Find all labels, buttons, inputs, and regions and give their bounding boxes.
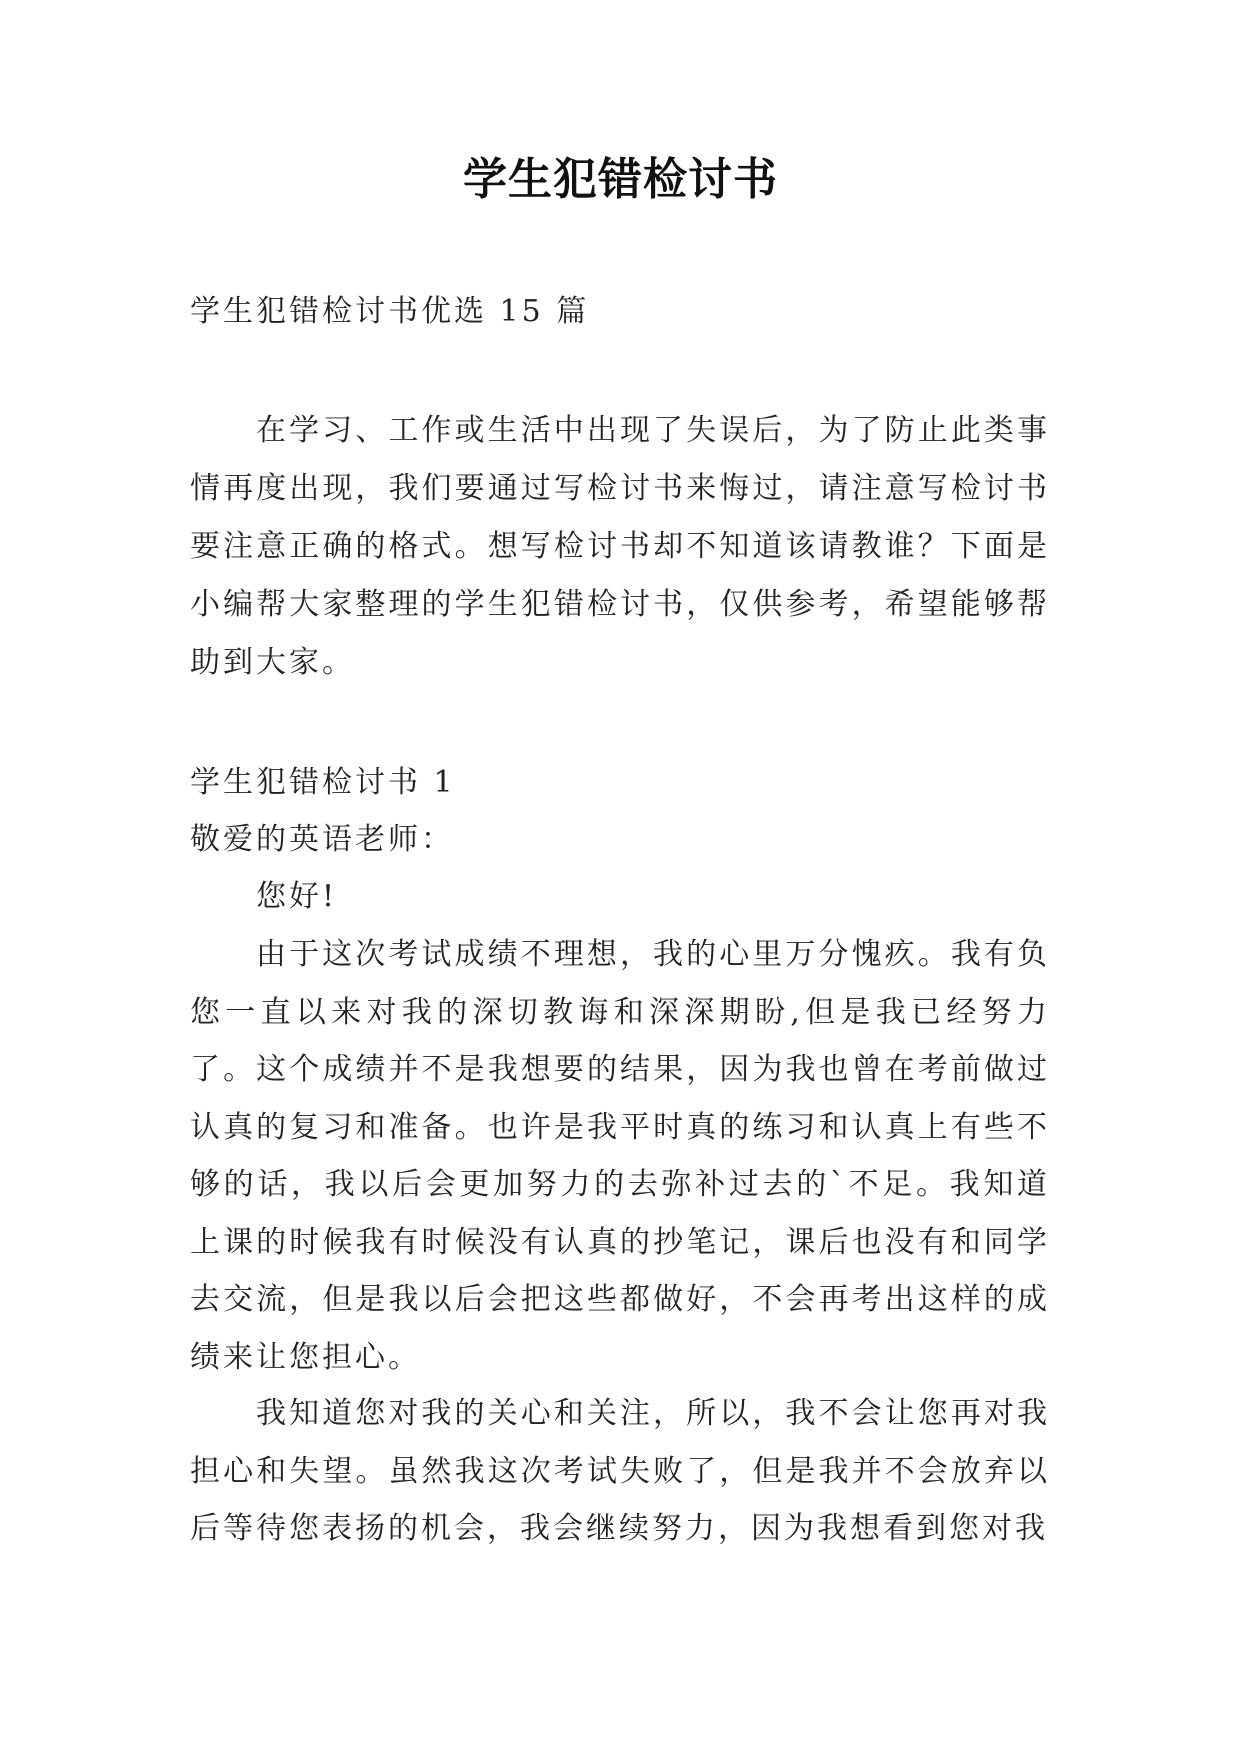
letter-paragraph: 由于这次考试成绩不理想，我的心里万分愧疚。我有负您一直以来对我的深切教诲和深深期盼,但是我已经努力了。这个成绩并不是我想要的结果，因为我也曾在考前做过认真的复习和准备。也许是我平时真的练习和认真上有些不够的话，我以后会更加努力的去弥补过去的`不足。我知道上课的时候我有时候没有认真的抄笔记，课后也没有和同学去交流，但是我以后会把这些都做好，不会再考出这样的成绩来让您担心。: [190, 937, 1050, 1375]
document-title: 学生犯错检讨书: [463, 154, 778, 205]
letter-salutation: 敬爱的英语老师：: [190, 822, 454, 857]
document-subtitle: 学生犯错检讨书优选 15 篇: [190, 294, 590, 329]
letter-heading: 学生犯错检讨书 1: [190, 765, 456, 800]
letter-paragraph: 我知道您对我的关心和关注，所以，我不会让您再对我担心和失望。虽然我这次考试失败了，但是我并不会放弃以后等待您表扬的机会，我会继续努力，因为我想看到您对我: [190, 1396, 1050, 1546]
intro-paragraph: 在学习、工作或生活中出现了失误后，为了防止此类事情再度出现，我们要通过写检讨书来悔过，请注意写检讨书要注意正确的格式。想写检讨书却不知道该请教谁？下面是小编帮大家整理的学生犯错检讨书，仅供参考，希望能够帮助到大家。: [190, 413, 1050, 680]
letter-greeting: 您好!: [256, 879, 338, 914]
